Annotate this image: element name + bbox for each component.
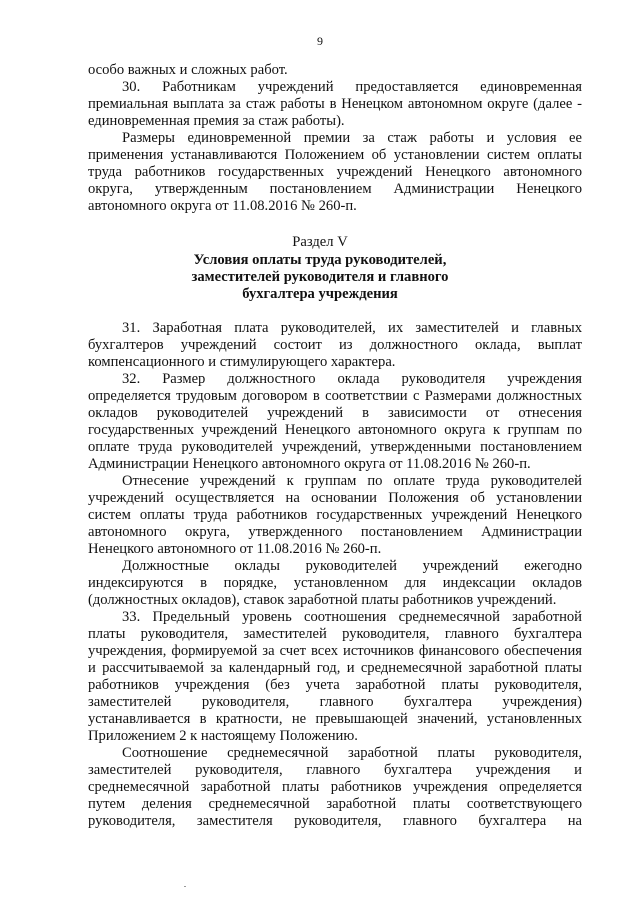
text-line: государственных учреждений Ненецкого автономного округа к группам по bbox=[88, 422, 582, 438]
section-title-line: бухгалтера учреждения bbox=[242, 286, 398, 302]
text-line: 33. Предельный уровень соотношения среднемесячной заработной bbox=[122, 609, 582, 625]
text-line: труда работников государственных учреждений Ненецкого автономного bbox=[88, 164, 582, 180]
text-line: среднемесячной заработной платы работников учреждения определяется bbox=[88, 779, 582, 795]
text-line: платы руководителя, заместителей руководителя, главного бухгалтера bbox=[88, 626, 582, 642]
text-line: 31. Заработная плата руководителей, их заместителей и главных bbox=[122, 320, 582, 336]
text-line: Приложением 2 к настоящему Положению. bbox=[88, 728, 358, 744]
section-label: Раздел V bbox=[292, 234, 348, 250]
section-title-line: заместителей руководителя и главного bbox=[191, 269, 449, 285]
text-line: Размеры единовременной премии за стаж работы и условия ее bbox=[122, 130, 582, 146]
text-line: округа, утвержденным постановлением Администрации Ненецкого bbox=[88, 181, 582, 197]
text-line: Ненецкого автономного от 11.08.2016 № 260-п. bbox=[88, 541, 382, 557]
text-line: определяется трудовым договором в соответствии с Размерами должностных bbox=[88, 388, 582, 404]
text-line: окладов руководителей учреждений в зависимости от отнесения bbox=[88, 405, 582, 421]
text-line: Должностные оклады руководителей учреждений ежегодно bbox=[122, 558, 582, 574]
text-line: учреждения, формируемой за счет всех источников финансового обеспечения bbox=[88, 643, 582, 659]
text-line: руководителя, заместителя руководителя, главного бухгалтера на bbox=[88, 813, 582, 829]
text-line: учреждений осуществляется на основании Положения об установлении bbox=[88, 490, 582, 506]
text-line: Администрации Ненецкого автономного округа от 11.08.2016 № 260-п. bbox=[88, 456, 531, 472]
text-line: оплате труда руководителей учреждений, утвержденными постановлением bbox=[88, 439, 582, 455]
text-line: Соотношение среднемесячной заработной платы руководителя, bbox=[122, 745, 582, 761]
text-line: индексируются в порядке, установленном для индексации окладов bbox=[88, 575, 582, 591]
text-line: (должностных окладов), ставок заработной платы работников учреждений. bbox=[88, 592, 557, 608]
text-line: автономного округа от 11.08.2016 № 260-п. bbox=[88, 198, 357, 214]
text-line: единовременная премия за стаж работы). bbox=[88, 113, 345, 129]
text-line: устанавливается в кратности, не превышающей значений, установленных bbox=[88, 711, 582, 727]
text-line: автономного округа, утвержденного постановлением Администрации bbox=[88, 524, 582, 540]
text-line: бухгалтеров учреждений состоит из должностного оклада, выплат bbox=[88, 337, 582, 353]
text-line: работников учреждения (без учета заработной платы руководителя, bbox=[88, 677, 582, 693]
section-title-line: Условия оплаты труда руководителей, bbox=[193, 252, 447, 268]
text-line: Отнесение учреждений к группам по оплате труда руководителей bbox=[122, 473, 582, 489]
text-line: 32. Размер должностного оклада руководителя учреждения bbox=[122, 371, 582, 387]
text-line: компенсационного и стимулирующего характера. bbox=[88, 354, 396, 370]
text-line: заместителей руководителя, главного бухгалтера учреждения) bbox=[88, 694, 582, 710]
text-line: и рассчитываемой за календарный год, и среднемесячной заработной платы bbox=[88, 660, 582, 676]
page-number: 9 bbox=[317, 34, 323, 48]
text-line: применения устанавливаются Положением об установлении систем оплаты bbox=[88, 147, 582, 163]
text-line: заместителей руководителя, главного бухгалтера учреждения и bbox=[88, 762, 582, 778]
text-line: 30. Работникам учреждений предоставляется единовременная bbox=[122, 79, 582, 95]
text-line: особо важных и сложных работ. bbox=[88, 62, 288, 78]
scan-speck bbox=[184, 886, 186, 887]
text-line: премиальная выплата за стаж работы в Ненецком автономном округе (далее - bbox=[88, 96, 582, 112]
text-line: путем деления среднемесячной заработной платы соответствующего bbox=[88, 796, 582, 812]
text-line: систем оплаты труда работников государственных учреждений Ненецкого bbox=[88, 507, 582, 523]
